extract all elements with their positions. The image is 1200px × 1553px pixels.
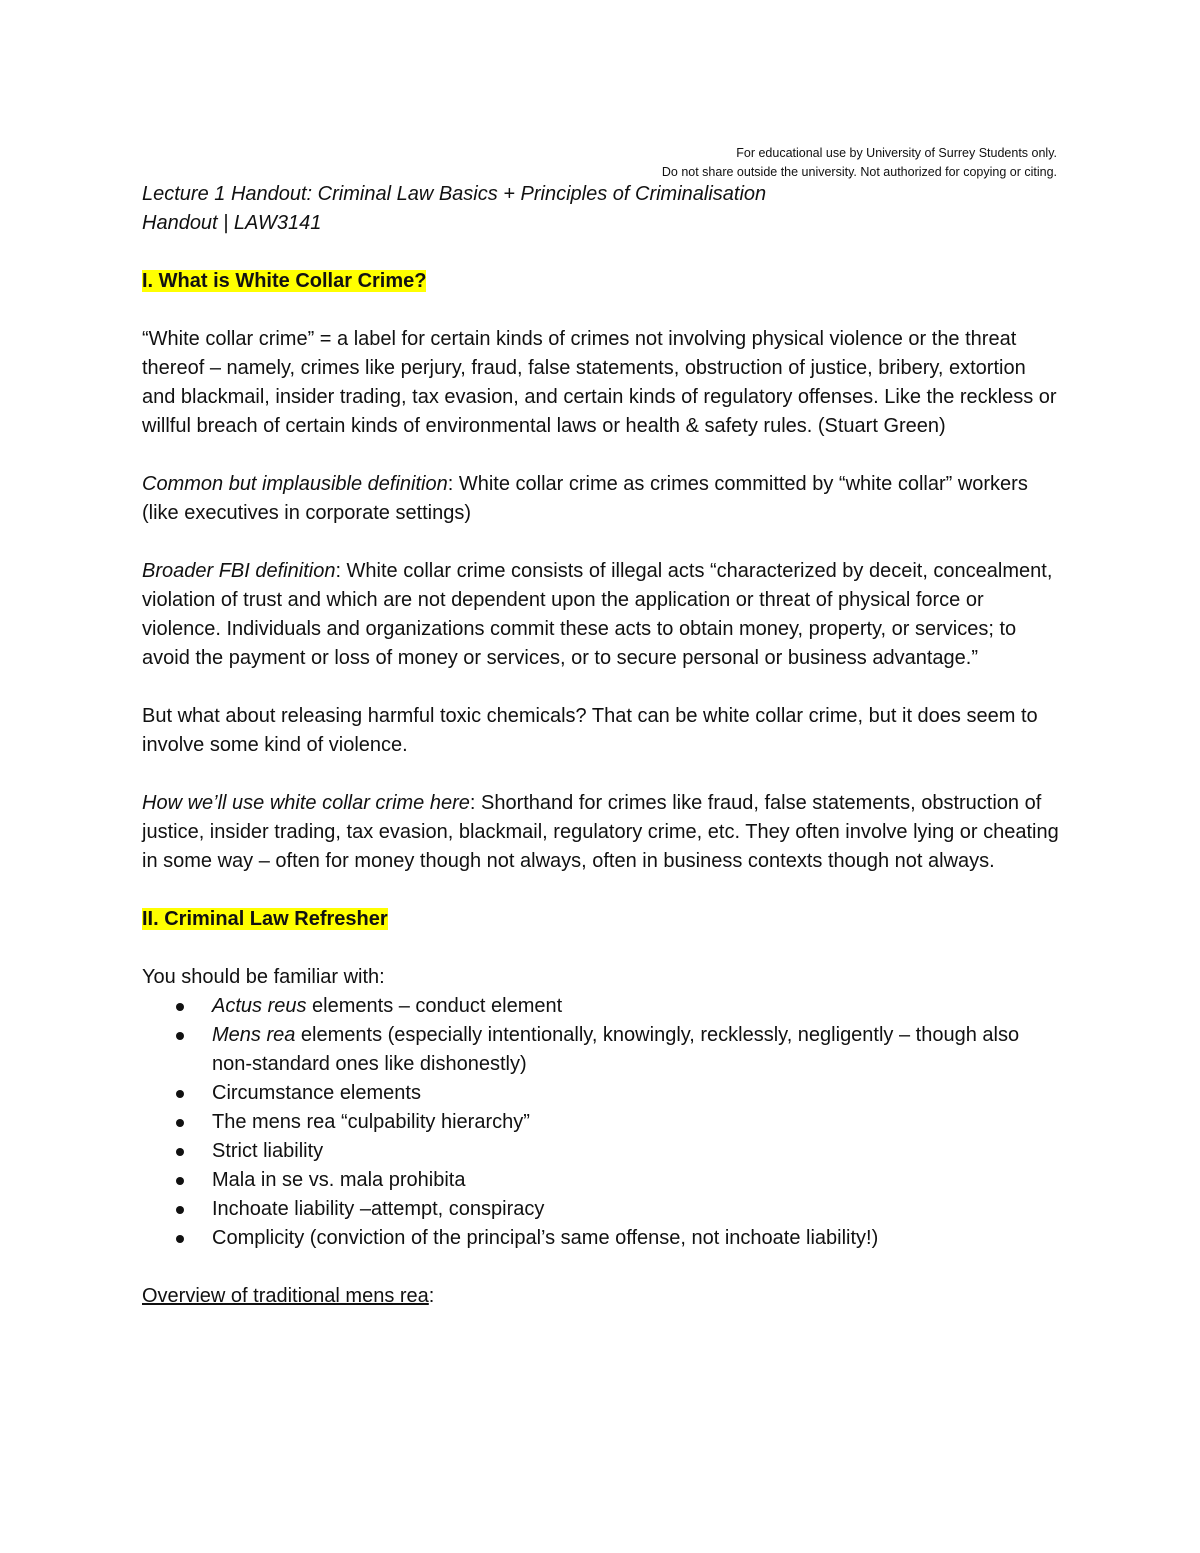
refresher-intro: You should be familiar with: <box>142 966 385 988</box>
usage-text: : Shorthand for crimes like fraud, false statements, obstruction of justice, insider trading, tax evasion, blackmail, regulatory crime, etc. They often involve lying or cheating in some way – often for money though not always, often in business contexts though not always. <box>142 792 1059 872</box>
usage-notice-line-2: Do not share outside the university. Not authorized for copying or citing. <box>661 165 1057 179</box>
usage-notice <box>662 144 1057 182</box>
paragraph-common-definition <box>142 470 1062 528</box>
usage-label: How we’ll use white collar crime here <box>142 792 470 814</box>
list-item: The mens rea “culpability hierarchy” <box>142 1108 1062 1137</box>
list-item: Strict liability <box>142 1137 1062 1166</box>
list-item: Mens rea elements (especially intentionally, knowingly, recklessly, negligently – though also non-standard ones like dishonestly) <box>142 1021 1062 1079</box>
overview-mens-rea-heading: Overview of traditional mens rea: <box>142 1285 435 1307</box>
paragraph-usage <box>142 789 1062 876</box>
list-item: Circumstance elements <box>142 1079 1062 1108</box>
document-title-line-2: Handout | LAW3141 <box>142 212 322 234</box>
section-heading-white-collar-crime: I. What is White Collar Crime? <box>142 270 427 292</box>
refresher-bullet-list <box>142 992 1062 1253</box>
paragraph-definition: “White collar crime” = a label for certain kinds of crimes not involving physical violence or the threat thereof – namely, crimes like perjury, fraud, false statements, obstruction of justice, bribery, extortion and blackmail, insider trading, tax evasion, and certain kinds of regulatory offenses. Like the reckless or willful breach of certain kinds of environmental laws or health & safety rules. (Stuart Green) <box>142 328 1057 437</box>
list-item: Actus reus elements – conduct element <box>142 992 1062 1021</box>
common-definition-text: : White collar crime as crimes committed by “white collar” workers (like executives in corporate settings) <box>142 473 1028 524</box>
document-title-line-1: Lecture 1 Handout: Criminal Law Basics + Principles of Criminalisation <box>142 183 767 205</box>
paragraph-toxic-chemicals: But what about releasing harmful toxic chemicals? That can be white collar crime, but it does seem to involve some kind of violence. <box>142 705 1038 756</box>
section-heading-criminal-law-refresher: II. Criminal Law Refresher <box>142 908 388 930</box>
fbi-definition-text: : White collar crime consists of illegal acts “characterized by deceit, concealment, violation of trust and which are not dependent upon the application or threat of physical force or violence. Individuals and organizations commit these acts to obtain money, property, or services; to avoid the payment or loss of money or services, or to secure personal or business advantage.” <box>142 560 1053 669</box>
list-item: Complicity (conviction of the principal’s same offense, not inchoate liability!) <box>142 1224 1062 1253</box>
fbi-definition-label: Broader FBI definition <box>142 560 336 582</box>
document-body <box>142 180 1062 1311</box>
paragraph-fbi-definition <box>142 557 1062 673</box>
list-item: Inchoate liability –attempt, conspiracy <box>142 1195 1062 1224</box>
usage-notice-line-1: For educational use by University of Surrey Students only. <box>736 146 1057 160</box>
common-definition-label: Common but implausible definition <box>142 473 448 495</box>
list-item: Mala in se vs. mala prohibita <box>142 1166 1062 1195</box>
